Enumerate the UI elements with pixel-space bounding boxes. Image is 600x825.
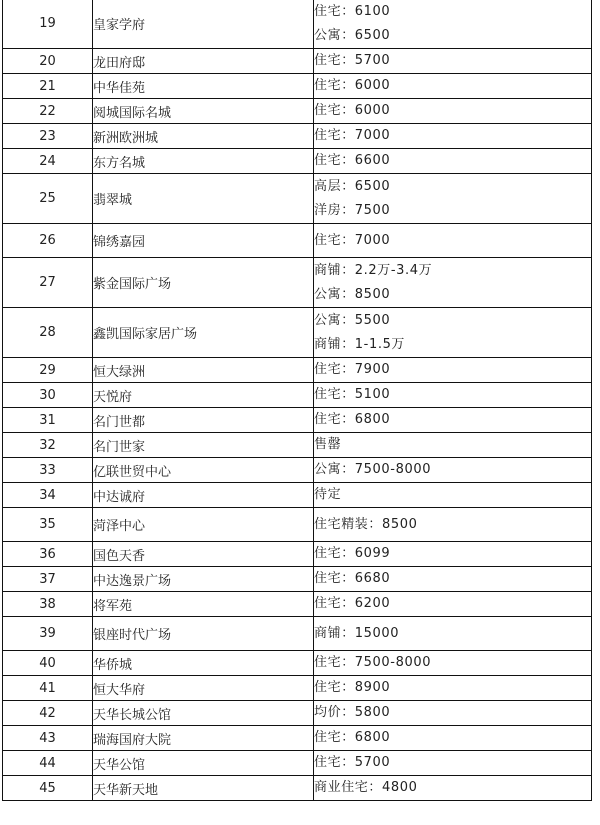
row-number: 33 [39,462,56,478]
row-number: 37 [39,571,56,587]
table-row [3,383,592,408]
table-row [3,224,592,258]
price-cell [314,149,592,174]
row-number-cell [3,617,93,651]
project-name-cell [93,224,314,258]
row-number-cell [3,567,93,592]
project-name: 菏泽中心 [93,519,146,534]
table-row [3,258,592,308]
row-number-cell [3,149,93,174]
row-number-cell [3,701,93,726]
price-line: 住宅：5700 [314,755,391,770]
price-line: 住宅：7500-8000 [314,655,432,670]
row-number: 41 [39,680,56,696]
price-line: 住宅：6800 [314,730,391,745]
project-name-cell [93,258,314,308]
project-name-cell [93,751,314,776]
row-number-cell [3,224,93,258]
project-name-cell [93,617,314,651]
price-cell [314,383,592,408]
row-number: 32 [39,437,56,453]
table-row [3,74,592,99]
row-number: 42 [39,705,56,721]
price-cell [314,508,592,542]
project-name: 天华公馆 [93,757,146,773]
price-line: 住宅：7000 [314,232,391,248]
project-name: 新洲欧洲城 [93,130,159,146]
row-number: 27 [39,275,56,290]
price-cell [314,408,592,433]
price-cell [314,458,592,483]
table-row [3,174,592,224]
row-number: 24 [39,153,56,169]
project-name: 华侨城 [93,657,133,673]
row-number: 25 [39,191,56,206]
row-number: 34 [39,487,56,503]
table-row [3,308,592,358]
row-number-cell [3,258,93,308]
row-number-cell [3,542,93,567]
row-number: 23 [39,128,56,144]
project-name: 恒大绿洲 [93,364,146,380]
price-cell [314,776,592,801]
project-name: 将军苑 [93,598,133,614]
table-row [3,567,592,592]
project-name: 国色天香 [93,548,146,564]
project-name-cell [93,508,314,542]
price-line: 住宅：6680 [314,571,391,586]
row-number-cell [3,726,93,751]
price-line: 高层：6500 [314,178,391,194]
price-line: 商业住宅：4800 [314,780,418,795]
price-cell [314,308,592,358]
price-line: 住宅：6600 [314,153,391,168]
project-name-cell [93,174,314,224]
price-cell [314,676,592,701]
project-name: 阅城国际名城 [93,105,172,121]
row-number-cell [3,408,93,433]
row-number-cell [3,99,93,124]
table-row [3,408,592,433]
price-line: 公寓：6500 [314,27,391,43]
project-name-cell [93,408,314,433]
project-name-cell [93,567,314,592]
price-line: 住宅：5700 [314,53,391,68]
project-name-cell [93,726,314,751]
price-cell [314,124,592,149]
table-row [3,617,592,651]
table-row [3,124,592,149]
row-number: 31 [39,412,56,428]
project-name-cell [93,483,314,508]
project-name: 中达诚府 [93,489,146,505]
project-name-cell [93,308,314,358]
price-line: 住宅：6100 [314,3,391,19]
project-name-cell [93,124,314,149]
project-name: 天华新天地 [93,782,159,798]
row-number: 21 [39,78,56,94]
price-line: 公寓：7500-8000 [314,462,432,477]
price-line: 公寓：8500 [314,286,391,302]
project-name: 恒大华府 [93,682,146,698]
project-name: 皇家学府 [93,18,146,33]
row-number: 43 [39,730,56,746]
price-cell [314,49,592,74]
row-number-cell [3,676,93,701]
price-cell [314,567,592,592]
project-name-cell [93,49,314,74]
price-cell [314,0,592,49]
table-row [3,508,592,542]
project-name: 翡翠城 [93,193,133,208]
row-number: 29 [39,362,56,378]
project-name: 名门世家 [93,439,146,455]
table-row [3,433,592,458]
row-number: 45 [39,780,56,796]
table-row [3,483,592,508]
price-cell [314,726,592,751]
project-name-cell [93,0,314,49]
table-row [3,751,592,776]
row-number-cell [3,174,93,224]
price-line: 住宅：7900 [314,362,391,377]
price-line: 住宅：6200 [314,596,391,611]
project-name-cell [93,651,314,676]
row-number-cell [3,358,93,383]
project-name: 中华佳苑 [93,80,146,96]
price-line: 住宅：7000 [314,128,391,143]
row-number: 28 [39,325,56,340]
price-line: 住宅：6099 [314,546,391,561]
row-number-cell [3,458,93,483]
price-line: 商铺：15000 [314,625,400,641]
project-name-cell [93,358,314,383]
row-number: 26 [39,233,56,248]
row-number: 20 [39,53,56,69]
price-cell [314,433,592,458]
price-line: 售罄 [314,437,342,452]
project-name-cell [93,74,314,99]
project-name: 鑫凯国际家居广场 [93,327,198,342]
row-number: 40 [39,655,56,671]
price-table-body [3,0,592,801]
table-row [3,0,592,49]
price-table [2,0,592,801]
price-cell [314,483,592,508]
price-line: 住宅：8900 [314,680,391,695]
price-line: 商铺：2.2万-3.4万 [314,262,433,278]
price-cell [314,174,592,224]
table-row [3,726,592,751]
project-name: 中达逸景广场 [93,573,172,589]
project-name: 名门世都 [93,414,146,430]
table-row [3,49,592,74]
price-cell [314,701,592,726]
row-number-cell [3,49,93,74]
row-number-cell [3,124,93,149]
project-name: 紫金国际广场 [93,277,172,292]
project-name-cell [93,433,314,458]
row-number-cell [3,592,93,617]
project-name-cell [93,99,314,124]
price-line: 住宅精装：8500 [314,516,418,532]
price-line: 住宅：6800 [314,412,391,427]
project-name: 天华长城公馆 [93,707,172,723]
table-row [3,149,592,174]
table-row [3,651,592,676]
table-row [3,592,592,617]
price-cell [314,358,592,383]
price-line: 住宅：6000 [314,103,391,118]
price-line: 均价：5800 [314,705,391,720]
price-cell [314,592,592,617]
table-row [3,776,592,801]
project-name: 瑞海国府大院 [93,732,172,748]
row-number: 38 [39,596,56,612]
price-cell [314,258,592,308]
table-row [3,99,592,124]
project-name-cell [93,458,314,483]
price-cell [314,617,592,651]
project-name: 龙田府邸 [93,55,146,71]
row-number: 35 [39,517,56,532]
row-number-cell [3,0,93,49]
row-number-cell [3,308,93,358]
row-number-cell [3,483,93,508]
price-line: 住宅：6000 [314,78,391,93]
table-row [3,358,592,383]
price-line: 商铺：1-1.5万 [314,336,406,352]
row-number-cell [3,776,93,801]
row-number-cell [3,383,93,408]
project-name: 银座时代广场 [93,628,172,643]
project-name-cell [93,776,314,801]
price-line: 公寓：5500 [314,312,391,328]
table-row [3,542,592,567]
row-number: 44 [39,755,56,771]
price-cell [314,99,592,124]
project-name: 亿联世贸中心 [93,464,172,480]
project-name-cell [93,676,314,701]
project-name-cell [93,383,314,408]
row-number-cell [3,508,93,542]
row-number: 30 [39,387,56,403]
project-name: 天悦府 [93,389,133,405]
row-number: 19 [39,16,56,31]
price-cell [314,651,592,676]
price-cell [314,74,592,99]
price-line: 洋房：7500 [314,202,391,218]
row-number-cell [3,751,93,776]
row-number: 22 [39,103,56,119]
price-cell [314,542,592,567]
project-name-cell [93,149,314,174]
table-row [3,458,592,483]
price-cell [314,224,592,258]
row-number: 36 [39,546,56,562]
project-name: 东方名城 [93,155,146,171]
table-row [3,701,592,726]
project-name-cell [93,701,314,726]
project-name-cell [93,592,314,617]
price-line: 住宅：5100 [314,387,391,402]
row-number-cell [3,74,93,99]
row-number: 39 [39,626,56,641]
row-number-cell [3,433,93,458]
project-name: 锦绣嘉园 [93,235,146,250]
table-row [3,676,592,701]
row-number-cell [3,651,93,676]
price-line: 待定 [314,487,342,502]
price-cell [314,751,592,776]
project-name-cell [93,542,314,567]
